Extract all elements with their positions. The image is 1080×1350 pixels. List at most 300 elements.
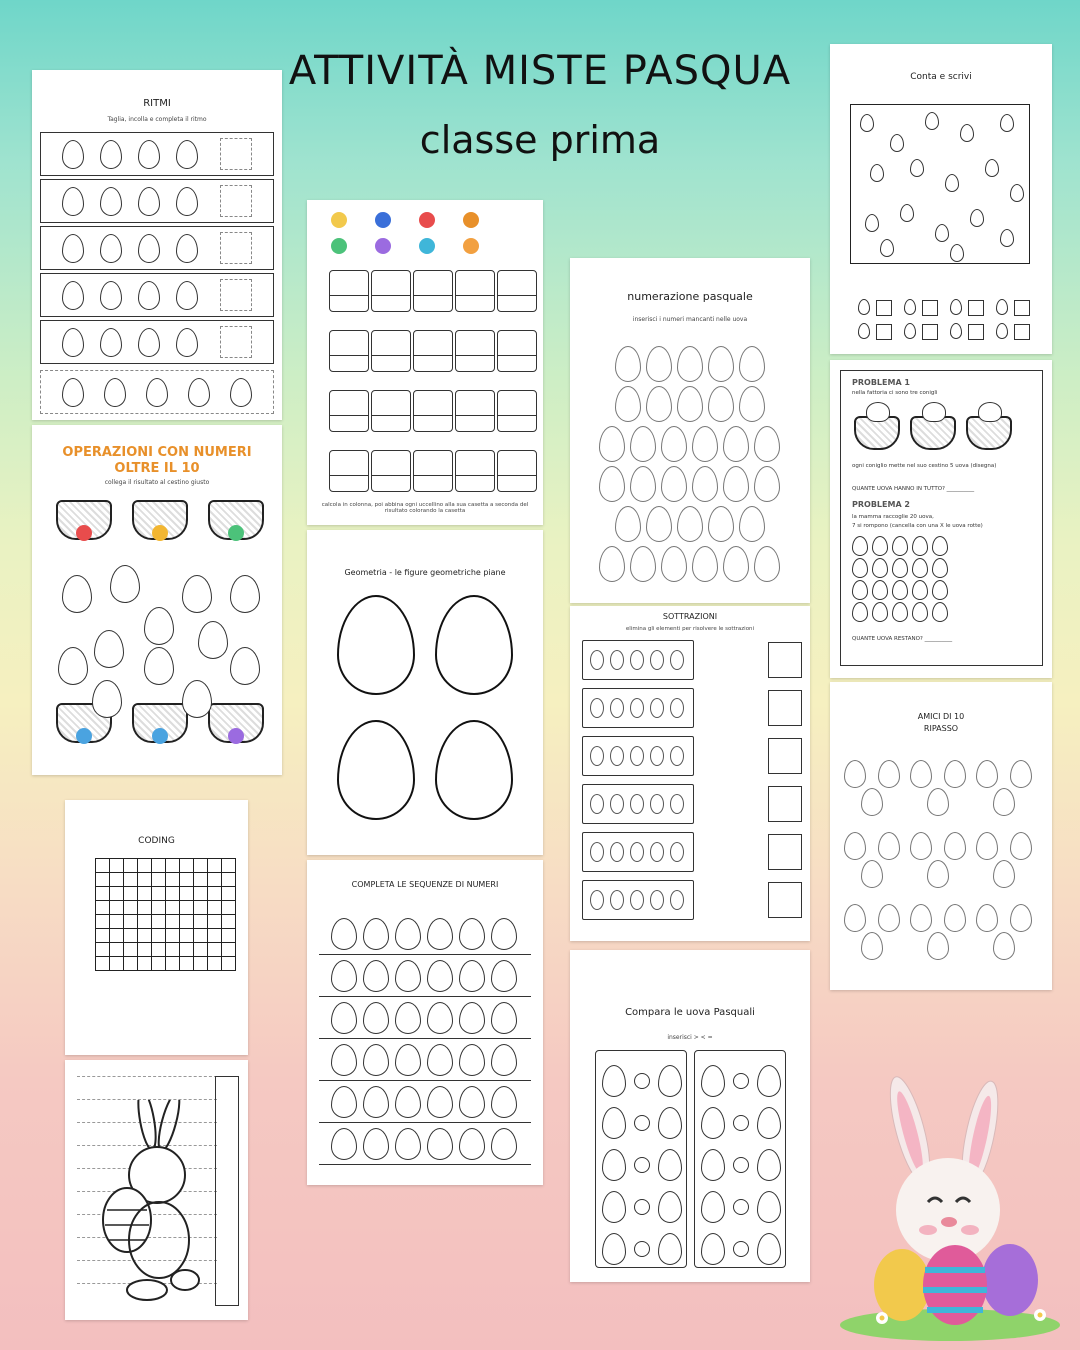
amici-egg-total [927,932,949,960]
operazioni-title-1: OPERAZIONI CON NUMERI [62,445,252,460]
sequence-egg[interactable] [363,1002,389,1034]
egg-shape [62,281,84,310]
sequence-egg[interactable] [459,1044,485,1076]
numerazione-egg[interactable] [661,466,687,502]
problema-card [830,360,1052,678]
compare-egg [602,1149,626,1181]
amici-egg-known [976,904,998,932]
numerazione-egg[interactable] [661,426,687,462]
problem-egg[interactable] [872,602,888,622]
basket-number-badge [76,525,92,541]
conta-picture-egg [960,124,974,142]
compare-egg [757,1065,781,1097]
column-operation [413,450,453,492]
problem-egg[interactable] [892,536,908,556]
egg-shape [230,378,252,407]
item-icon [590,650,604,670]
answer-box[interactable] [768,690,802,726]
count-answer-box[interactable] [922,300,938,316]
numerazione-egg[interactable] [646,386,672,422]
amici-egg-known [844,832,866,860]
sequenze-title: COMPLETA LE SEQUENZE DI NUMERI [351,880,499,889]
compare-egg [757,1107,781,1139]
sequence-egg[interactable] [491,1002,517,1034]
egg-shape [62,575,92,613]
sequence-egg[interactable] [363,1086,389,1118]
compare-symbol-circle[interactable] [634,1073,650,1089]
problema2-question: QUANTE UOVA RESTANO? __________ [852,636,953,642]
item-icon [590,890,604,910]
egg-shape [62,378,84,407]
item-icon [650,794,664,814]
egg-shape [92,680,122,718]
colonna-card [307,200,543,525]
numerazione-egg[interactable] [739,386,765,422]
amici-egg-blank[interactable] [944,904,966,932]
conta-picture-egg [985,159,999,177]
compare-egg [757,1233,781,1265]
egg-shape [138,328,160,357]
egg-shape [100,234,122,263]
egg-shape [138,140,160,169]
numerazione-egg[interactable] [739,346,765,382]
column-operation [497,330,537,372]
sequence-egg[interactable] [427,960,453,992]
basket-number-badge [152,728,168,744]
item-icon [670,842,684,862]
answer-box[interactable] [220,279,252,311]
conta-picture-egg [925,112,939,130]
column-operation [371,450,411,492]
compare-symbol-circle[interactable] [733,1241,749,1257]
answer-box[interactable] [768,642,802,678]
numerazione-egg[interactable] [630,426,656,462]
problem-egg[interactable] [912,558,928,578]
chick-icon [419,212,435,228]
sequence-egg[interactable] [395,1086,421,1118]
item-icon [590,794,604,814]
sequence-egg[interactable] [427,918,453,950]
numerazione-instruction: inserisci i numeri mancanti nelle uova [632,316,748,323]
problem-egg[interactable] [892,580,908,600]
answer-box[interactable] [220,185,252,217]
answer-box[interactable] [220,138,252,170]
conta-picture-egg [1000,114,1014,132]
egg-shape [104,378,126,407]
numerazione-egg[interactable] [615,506,641,542]
sequence-egg[interactable] [459,918,485,950]
sequence-egg[interactable] [491,1044,517,1076]
sequence-egg[interactable] [459,1002,485,1034]
compare-symbol-circle[interactable] [634,1115,650,1131]
count-answer-box[interactable] [1014,300,1030,316]
numerazione-egg[interactable] [677,346,703,382]
sequence-egg[interactable] [363,1128,389,1160]
sequence-egg[interactable] [395,1128,421,1160]
sequence-egg[interactable] [331,960,357,992]
numerazione-egg[interactable] [646,346,672,382]
row-line [319,996,531,997]
sequence-egg[interactable] [363,960,389,992]
sequence-egg[interactable] [491,918,517,950]
answer-box[interactable] [768,882,802,918]
problem-egg[interactable] [872,558,888,578]
conta-picture-egg [910,159,924,177]
problem-egg[interactable] [912,580,928,600]
compare-egg [658,1065,682,1097]
compare-symbol-circle[interactable] [634,1157,650,1173]
egg-shape [176,234,198,263]
numerazione-egg[interactable] [599,546,625,582]
compara-title: Compara le uova Pasquali [625,1007,755,1018]
count-answer-box[interactable] [876,300,892,316]
egg-shape [176,328,198,357]
numerazione-egg[interactable] [630,546,656,582]
column-operation [455,270,495,312]
egg-outline [337,595,415,695]
amici-egg-total [993,932,1015,960]
numerazione-egg[interactable] [754,546,780,582]
conta-picture-egg [870,164,884,182]
compare-egg [701,1233,725,1265]
compare-symbol-circle[interactable] [733,1199,749,1215]
egg-shape [144,647,174,685]
item-icon [670,794,684,814]
item-icon [610,746,624,766]
sequence-egg[interactable] [395,1002,421,1034]
row-line [319,1080,531,1081]
count-item-icon [950,323,962,339]
operazioni-title-2: OLTRE IL 10 [114,461,200,476]
conta-picture-egg [950,244,964,262]
egg-shape [176,140,198,169]
compare-symbol-circle[interactable] [634,1199,650,1215]
problem-egg[interactable] [892,558,908,578]
egg-shape [198,621,228,659]
amici-title-2: RIPASSO [923,724,959,733]
sequence-egg[interactable] [427,1086,453,1118]
basket-number-badge [76,728,92,744]
item-icon [650,746,664,766]
conta-picture-egg [935,224,949,242]
conta-picture-egg [945,174,959,192]
sequence-egg[interactable] [427,1128,453,1160]
column-operation [371,390,411,432]
sequence-egg[interactable] [395,918,421,950]
basket-number-badge [152,525,168,541]
sequence-egg[interactable] [363,918,389,950]
compare-symbol-circle[interactable] [733,1115,749,1131]
count-item-icon [858,299,870,315]
egg-shape [182,575,212,613]
amici-egg-blank[interactable] [944,832,966,860]
answer-box[interactable] [220,326,252,358]
chick-icon [375,212,391,228]
egg-shape [146,378,168,407]
column-operation [497,270,537,312]
item-icon [670,650,684,670]
numerazione-egg[interactable] [692,466,718,502]
count-answer-box[interactable] [968,324,984,340]
sequence-egg[interactable] [491,960,517,992]
sequence-egg[interactable] [395,960,421,992]
conta-picture-egg [860,114,874,132]
problema1-question: QUANTE UOVA HANNO IN TUTTO? __________ [852,486,975,492]
answer-box[interactable] [768,738,802,774]
problem-egg[interactable] [852,602,868,622]
amici-egg-blank[interactable] [1010,760,1032,788]
sequence-egg[interactable] [459,960,485,992]
page-title: ATTIVITÀ MISTE PASQUA [288,48,792,94]
numerazione-egg[interactable] [739,506,765,542]
sequenze-card [307,860,543,1185]
egg-shape [100,281,122,310]
sottrazioni-title: SOTTRAZIONI [662,612,718,621]
egg-shape [100,187,122,216]
number-column [215,1076,239,1306]
item-icon [650,842,664,862]
numerazione-egg[interactable] [708,346,734,382]
count-answer-box[interactable] [876,324,892,340]
numerazione-egg[interactable] [723,466,749,502]
compare-egg [602,1065,626,1097]
chick-icon [331,212,347,228]
item-icon [590,746,604,766]
numerazione-card [570,258,810,603]
count-answer-box[interactable] [1014,324,1030,340]
sequence-egg[interactable] [395,1044,421,1076]
egg-shape [138,234,160,263]
amici-egg-known [910,832,932,860]
answer-box[interactable] [768,834,802,870]
coding-grid [95,858,236,971]
column-operation [371,270,411,312]
amici-egg-known [976,760,998,788]
ritmi-instruction: Taglia, incolla e completa il ritmo [107,116,207,123]
sequence-egg[interactable] [491,1086,517,1118]
amici-egg-blank[interactable] [878,904,900,932]
problem-egg[interactable] [852,580,868,600]
column-operation [329,390,369,432]
problem-egg[interactable] [932,602,948,622]
amici-egg-blank[interactable] [878,760,900,788]
sequence-egg[interactable] [491,1128,517,1160]
egg-shape [230,647,260,685]
sequence-egg[interactable] [363,1044,389,1076]
row-line [319,1164,531,1165]
page-subtitle: classe prima [419,118,661,162]
amici-egg-total [861,860,883,888]
coding-title: CODING [138,836,175,846]
amici-egg-total [993,860,1015,888]
numerazione-egg[interactable] [754,466,780,502]
problema1-text: nella fattoria ci sono tre conigli [852,390,938,396]
compare-egg [658,1149,682,1181]
compare-egg [602,1191,626,1223]
column-operation [455,390,495,432]
problem-egg[interactable] [852,558,868,578]
basket-number-badge [228,728,244,744]
count-item-icon [996,323,1008,339]
count-answer-box[interactable] [968,300,984,316]
numerazione-egg[interactable] [723,546,749,582]
compare-egg [757,1191,781,1223]
numerazione-egg[interactable] [599,426,625,462]
compara-instruction: inserisci > < = [667,1034,713,1041]
egg-shape [94,630,124,668]
operazioni-instruction: collega il risultato al cestino giusto [104,479,210,486]
operazioni-card [32,425,282,775]
egg-shape [110,565,140,603]
amici-egg-known [976,832,998,860]
problem-egg[interactable] [872,536,888,556]
answer-box[interactable] [768,786,802,822]
sequence-egg[interactable] [459,1086,485,1118]
row-line [319,1038,531,1039]
numerazione-egg[interactable] [708,506,734,542]
numerazione-egg[interactable] [615,346,641,382]
chick-icon [375,238,391,254]
problema1-title: PROBLEMA 1 [852,378,910,387]
egg-shape [62,328,84,357]
column-operation [455,330,495,372]
item-icon [610,650,624,670]
egg-shape [182,680,212,718]
compare-egg [658,1233,682,1265]
column-operation [329,450,369,492]
sequence-egg[interactable] [427,1044,453,1076]
amici-egg-known [910,904,932,932]
column-operation [371,330,411,372]
compare-egg [602,1107,626,1139]
cut-line [77,1076,217,1077]
amici-egg-blank[interactable] [944,760,966,788]
item-icon [590,698,604,718]
conta-picture-egg [970,209,984,227]
sequence-egg[interactable] [331,1128,357,1160]
column-operation [455,450,495,492]
compare-egg [757,1149,781,1181]
problema2-text: la mamma raccoglie 20 uova, [852,514,934,520]
numerazione-egg[interactable] [646,506,672,542]
column-operation [329,270,369,312]
compare-egg [701,1149,725,1181]
item-icon [650,650,664,670]
ritmi-title: RITMI [143,98,171,109]
count-item-icon [858,323,870,339]
compare-egg [701,1065,725,1097]
problem-egg[interactable] [852,536,868,556]
conta-picture-egg [1000,229,1014,247]
conta-picture [850,104,1030,322]
answer-box[interactable] [220,232,252,264]
column-operation [497,390,537,432]
sequence-egg[interactable] [331,1044,357,1076]
numerazione-egg[interactable] [677,506,703,542]
column-operation [413,270,453,312]
problem-egg[interactable] [912,536,928,556]
conta-picture-egg [900,204,914,222]
amici-egg-blank[interactable] [878,832,900,860]
conta-picture-egg [1010,184,1024,202]
coding-card [65,800,248,1055]
item-icon [670,698,684,718]
compara-card [570,950,810,1282]
compare-egg [701,1191,725,1223]
count-answer-box[interactable] [922,324,938,340]
numerazione-egg[interactable] [599,466,625,502]
ritmi-card [32,70,282,420]
numerazione-title: numerazione pasquale [627,290,753,303]
problem-egg[interactable] [932,580,948,600]
egg-outline [337,720,415,820]
item-icon [630,746,644,766]
problem-egg[interactable] [932,558,948,578]
item-icon [610,698,624,718]
row-line [319,954,531,955]
chick-icon [419,238,435,254]
item-icon [610,890,624,910]
numerazione-egg[interactable] [661,546,687,582]
numerazione-egg[interactable] [630,466,656,502]
chick-icon [463,238,479,254]
compare-symbol-circle[interactable] [733,1073,749,1089]
amici-egg-known [910,760,932,788]
problem-egg[interactable] [912,602,928,622]
numerazione-egg[interactable] [723,426,749,462]
compare-egg [658,1107,682,1139]
egg-shape [62,140,84,169]
problema1-text2: ogni coniglio mette nel suo cestino 5 uova (disegna) [852,463,997,469]
count-item-icon [950,299,962,315]
egg-shape [100,328,122,357]
compare-egg [701,1107,725,1139]
geometria-card [307,530,543,855]
count-item-icon [996,299,1008,315]
numerazione-egg[interactable] [677,386,703,422]
item-icon [630,794,644,814]
sequence-egg[interactable] [331,1002,357,1034]
problem-egg[interactable] [932,536,948,556]
problem-egg[interactable] [892,602,908,622]
amici-egg-blank[interactable] [1010,832,1032,860]
amici-egg-total [993,788,1015,816]
easter-bunny-illustration [830,1070,1070,1345]
numerazione-egg[interactable] [754,426,780,462]
sequence-egg[interactable] [459,1128,485,1160]
amici-egg-blank[interactable] [1010,904,1032,932]
basket-number-badge [228,525,244,541]
numerazione-egg[interactable] [615,386,641,422]
egg-shape [176,281,198,310]
sequence-egg[interactable] [427,1002,453,1034]
numerazione-egg[interactable] [708,386,734,422]
column-operation [413,390,453,432]
sequence-egg[interactable] [331,918,357,950]
egg-shape [138,187,160,216]
problem-egg[interactable] [872,580,888,600]
item-icon [670,890,684,910]
compare-symbol-circle[interactable] [733,1157,749,1173]
conta-picture-egg [890,134,904,152]
amici-title-1: AMICI DI 10 [917,712,965,721]
sequence-egg[interactable] [331,1086,357,1118]
numerazione-egg[interactable] [692,546,718,582]
numerazione-egg[interactable] [692,426,718,462]
amici-egg-total [861,932,883,960]
compare-egg [602,1233,626,1265]
compare-symbol-circle[interactable] [634,1241,650,1257]
